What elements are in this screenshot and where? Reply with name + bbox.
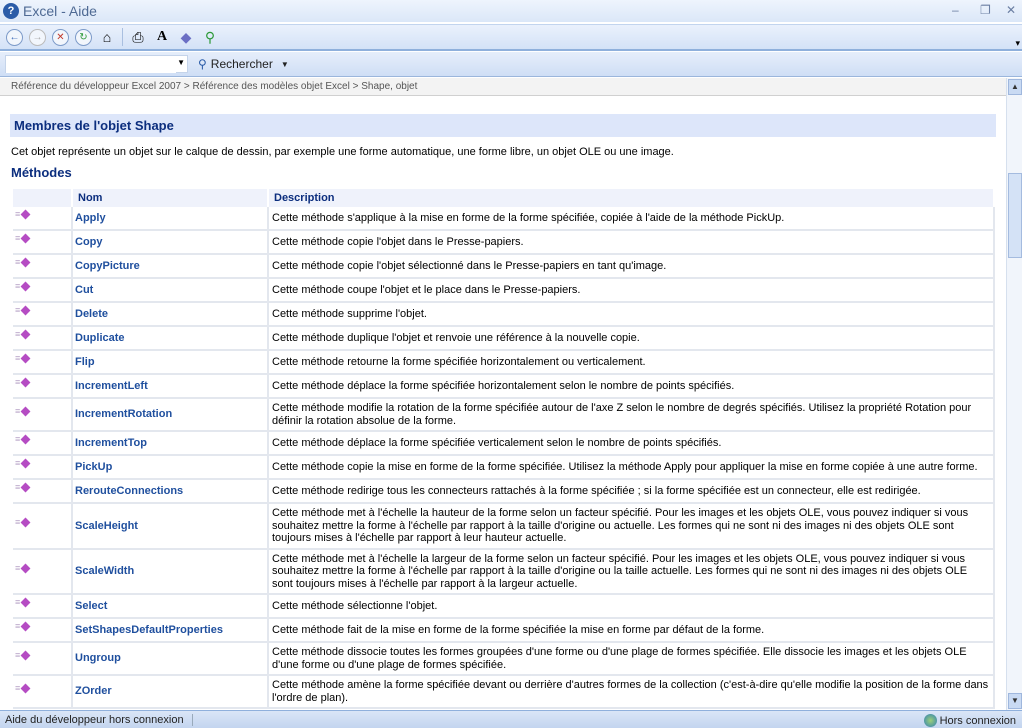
method-icon bbox=[15, 259, 33, 269]
method-description: Cette méthode dissocie toutes les formes groupées d'une forme ou d'une plage de formes spécifiée. Elle dissocie les images et les objets OLE d'une forme ou d'une plage de formes spécifiée. bbox=[269, 643, 995, 676]
method-description: Cette méthode amène la forme spécifiée devant ou derrière d'autres formes de la collection (c'est-à-dire qu'elle modifie la position de la forme dans l'ordre de plan). bbox=[269, 676, 995, 709]
pin-icon[interactable]: ⚲ bbox=[204, 29, 216, 45]
font-size-icon[interactable]: A bbox=[156, 29, 168, 44]
method-link[interactable]: Duplicate bbox=[75, 331, 125, 344]
help-icon: ? bbox=[3, 3, 19, 19]
method-description: Cette méthode s'applique à la mise en forme de la forme spécifiée, copiée à l'aide de la méthode PickUp. bbox=[269, 207, 995, 231]
search-input[interactable] bbox=[6, 57, 176, 73]
method-icon bbox=[15, 355, 33, 365]
table-row bbox=[13, 456, 995, 480]
window-title: Excel - Aide bbox=[23, 3, 97, 19]
table-row bbox=[13, 303, 995, 327]
method-description: Cette méthode retourne la forme spécifiée horizontalement ou verticalement. bbox=[269, 351, 995, 375]
method-icon bbox=[15, 484, 33, 494]
method-name-cell bbox=[73, 619, 269, 643]
print-icon[interactable]: ⎙ bbox=[132, 29, 144, 45]
method-link[interactable]: IncrementRotation bbox=[75, 408, 173, 421]
table-row bbox=[13, 327, 995, 351]
method-icon bbox=[15, 685, 33, 695]
method-name-cell bbox=[73, 399, 269, 432]
method-name-cell bbox=[73, 255, 269, 279]
method-icon-cell bbox=[13, 595, 73, 619]
method-icon-cell bbox=[13, 207, 73, 231]
method-description: Cette méthode fait de la mise en forme de la forme spécifiée la mise en forme par défaut de la forme. bbox=[269, 619, 995, 643]
stop-icon[interactable]: ✕ bbox=[52, 29, 69, 46]
table-row bbox=[13, 399, 995, 432]
search-field[interactable] bbox=[5, 55, 188, 73]
method-name-cell bbox=[73, 327, 269, 351]
back-icon[interactable]: ← bbox=[6, 29, 23, 46]
method-icon-cell bbox=[13, 279, 73, 303]
method-link[interactable]: RerouteConnections bbox=[75, 484, 184, 497]
method-description: Cette méthode copie l'objet dans le Presse-papiers. bbox=[269, 231, 995, 255]
method-name-cell bbox=[73, 480, 269, 504]
breadcrumb[interactable]: Référence du développeur Excel 2007 > Référence des modèles objet Excel > Shape, objet bbox=[0, 78, 1006, 96]
method-link[interactable]: Cut bbox=[75, 283, 94, 296]
method-icon-cell bbox=[13, 231, 73, 255]
method-link[interactable]: CopyPicture bbox=[75, 259, 140, 272]
method-icon bbox=[15, 565, 33, 575]
method-icon bbox=[15, 408, 33, 418]
method-icon-cell bbox=[13, 619, 73, 643]
table-row bbox=[13, 207, 995, 231]
table-row bbox=[13, 676, 995, 709]
method-icon bbox=[15, 623, 33, 633]
method-name-cell bbox=[73, 231, 269, 255]
method-icon-cell bbox=[13, 327, 73, 351]
method-name-cell bbox=[73, 643, 269, 676]
method-name-cell bbox=[73, 279, 269, 303]
book-icon[interactable]: ◆ bbox=[180, 29, 192, 45]
table-row bbox=[13, 432, 995, 456]
close-button[interactable]: ✕ bbox=[1006, 3, 1017, 17]
method-icon-cell bbox=[13, 375, 73, 399]
method-link[interactable]: Select bbox=[75, 599, 108, 612]
method-name-cell bbox=[73, 303, 269, 327]
search-button[interactable] bbox=[198, 57, 289, 71]
method-icon-cell bbox=[13, 432, 73, 456]
intro-text: Cet objet représente un objet sur le calque de dessin, par exemple une forme automatique, une forme libre, un objet OLE ou une image. bbox=[11, 146, 674, 158]
method-icon bbox=[15, 211, 33, 221]
column-header-icon bbox=[13, 189, 73, 207]
method-icon-cell bbox=[13, 550, 73, 596]
table-row bbox=[13, 643, 995, 676]
help-content bbox=[0, 97, 1006, 710]
method-icon bbox=[15, 519, 33, 529]
method-icon bbox=[15, 235, 33, 245]
status-left: Aide du développeur hors connexion bbox=[5, 714, 193, 726]
search-bar bbox=[0, 52, 1022, 77]
method-icon bbox=[15, 307, 33, 317]
method-link[interactable]: Apply bbox=[75, 211, 106, 224]
chevron-down-icon[interactable]: ▼ bbox=[177, 58, 185, 67]
method-icon-cell bbox=[13, 504, 73, 550]
column-header-name: Nom bbox=[73, 189, 269, 207]
method-icon bbox=[15, 652, 33, 662]
forward-icon[interactable]: → bbox=[29, 29, 46, 46]
page-title: Membres de l'objet Shape bbox=[10, 114, 996, 137]
method-description: Cette méthode sélectionne l'objet. bbox=[269, 595, 995, 619]
section-title: Méthodes bbox=[11, 165, 72, 180]
scroll-thumb[interactable] bbox=[1008, 173, 1022, 258]
method-icon bbox=[15, 436, 33, 446]
method-link[interactable]: ZOrder bbox=[75, 685, 112, 698]
method-name-cell bbox=[73, 432, 269, 456]
scroll-down-button[interactable]: ▼ bbox=[1008, 693, 1022, 709]
method-icon-cell bbox=[13, 303, 73, 327]
table-row bbox=[13, 279, 995, 303]
chevron-down-icon: ▼ bbox=[280, 59, 289, 69]
method-link[interactable]: Flip bbox=[75, 355, 95, 368]
column-header-description: Description bbox=[269, 189, 995, 207]
method-link[interactable]: Delete bbox=[75, 307, 109, 320]
methods-table bbox=[13, 189, 995, 709]
method-description: Cette méthode copie l'objet sélectionné dans le Presse-papiers en tant qu'image. bbox=[269, 255, 995, 279]
method-name-cell bbox=[73, 207, 269, 231]
method-icon-cell bbox=[13, 351, 73, 375]
method-description: Cette méthode coupe l'objet et le place dans le Presse-papiers. bbox=[269, 279, 995, 303]
method-description: Cette méthode met à l'échelle la hauteur de la forme selon un facteur spécifié. Pour les images et les objets OLE, vous pouvez indiquer si vous souhaitez mettre la forme à l'échelle par rapport à la taille d'origine ou actuelle. Les formes qui ne sont ni des images ni des objets OLE sont toujours mises à l'échelle par rapport à leur hauteur actuelle. bbox=[269, 504, 995, 550]
method-link[interactable]: Copy bbox=[75, 235, 103, 248]
method-icon-cell bbox=[13, 399, 73, 432]
restore-button[interactable]: ❐ bbox=[980, 3, 991, 17]
globe-offline-icon bbox=[924, 714, 937, 727]
method-description: Cette méthode redirige tous les connecteurs rattachés à la forme spécifiée ; si la forme spécifiée est un connecteur, elle est redirigée. bbox=[269, 480, 995, 504]
method-description: Cette méthode déplace la forme spécifiée verticalement selon le nombre de points spécifiés. bbox=[269, 432, 995, 456]
status-bar bbox=[0, 710, 1022, 728]
title-bar bbox=[0, 0, 1022, 22]
table-row bbox=[13, 504, 995, 550]
method-icon bbox=[15, 460, 33, 470]
method-description: Cette méthode copie la mise en forme de la forme spécifiée. Utilisez la méthode Apply pour appliquer la mise en forme copiée à une autre forme. bbox=[269, 456, 995, 480]
method-link[interactable]: ScaleHeight bbox=[75, 519, 138, 532]
method-description: Cette méthode modifie la rotation de la forme spécifiée autour de l'axe Z selon le nombre de degrés spécifiés. Utilisez la propriété Rotation pour définir la rotation absolue de la forme. bbox=[269, 399, 995, 432]
vertical-scrollbar[interactable] bbox=[1006, 78, 1022, 710]
toolbar-overflow-icon[interactable]: ▾ bbox=[1015, 38, 1020, 48]
table-row bbox=[13, 351, 995, 375]
method-name-cell bbox=[73, 504, 269, 550]
method-name-cell bbox=[73, 375, 269, 399]
method-icon-cell bbox=[13, 676, 73, 709]
scroll-up-button[interactable]: ▲ bbox=[1008, 79, 1022, 95]
method-icon-cell bbox=[13, 255, 73, 279]
method-icon-cell bbox=[13, 643, 73, 676]
method-description: Cette méthode supprime l'objet. bbox=[269, 303, 995, 327]
table-row bbox=[13, 595, 995, 619]
connection-status[interactable] bbox=[924, 714, 1016, 727]
method-link[interactable]: IncrementTop bbox=[75, 436, 147, 449]
table-row bbox=[13, 375, 995, 399]
toolbar bbox=[0, 24, 1022, 51]
method-icon bbox=[15, 331, 33, 341]
table-row bbox=[13, 231, 995, 255]
home-icon[interactable]: ⌂ bbox=[102, 29, 112, 45]
method-link[interactable]: SetShapesDefaultProperties bbox=[75, 623, 223, 636]
method-icon bbox=[15, 283, 33, 293]
method-name-cell bbox=[73, 456, 269, 480]
method-link[interactable]: IncrementLeft bbox=[75, 379, 148, 392]
method-name-cell bbox=[73, 595, 269, 619]
method-description: Cette méthode duplique l'objet et renvoie une référence à la nouvelle copie. bbox=[269, 327, 995, 351]
method-description: Cette méthode déplace la forme spécifiée horizontalement selon le nombre de points spécifiés. bbox=[269, 375, 995, 399]
method-name-cell bbox=[73, 550, 269, 596]
table-row bbox=[13, 550, 995, 596]
toolbar-separator bbox=[122, 28, 123, 46]
method-icon bbox=[15, 379, 33, 389]
method-name-cell bbox=[73, 676, 269, 709]
refresh-icon[interactable]: ↻ bbox=[75, 29, 92, 46]
method-description: Cette méthode met à l'échelle la largeur de la forme selon un facteur spécifié. Pour les images et les objets OLE, vous pouvez indiquer si vous souhaitez mettre la forme à l'échelle par rapport à la taille d'origine ou la taille actuelle. Les formes qui ne sont ni des images ni des objets OLE sont toujours mises à l'échelle par rapport à la largeur actuelle. bbox=[269, 550, 995, 596]
method-icon-cell bbox=[13, 480, 73, 504]
minimize-button[interactable]: – bbox=[952, 3, 959, 17]
method-icon-cell bbox=[13, 456, 73, 480]
method-name-cell bbox=[73, 351, 269, 375]
table-row bbox=[13, 619, 995, 643]
search-button-label: Rechercher bbox=[210, 57, 273, 71]
method-link[interactable]: Ungroup bbox=[75, 652, 121, 665]
search-icon: ⚲ bbox=[198, 57, 207, 71]
method-link[interactable]: PickUp bbox=[75, 460, 113, 473]
connection-status-label: Hors connexion bbox=[939, 714, 1016, 727]
method-link[interactable]: ScaleWidth bbox=[75, 565, 135, 577]
table-row bbox=[13, 255, 995, 279]
table-row bbox=[13, 480, 995, 504]
method-icon bbox=[15, 599, 33, 609]
